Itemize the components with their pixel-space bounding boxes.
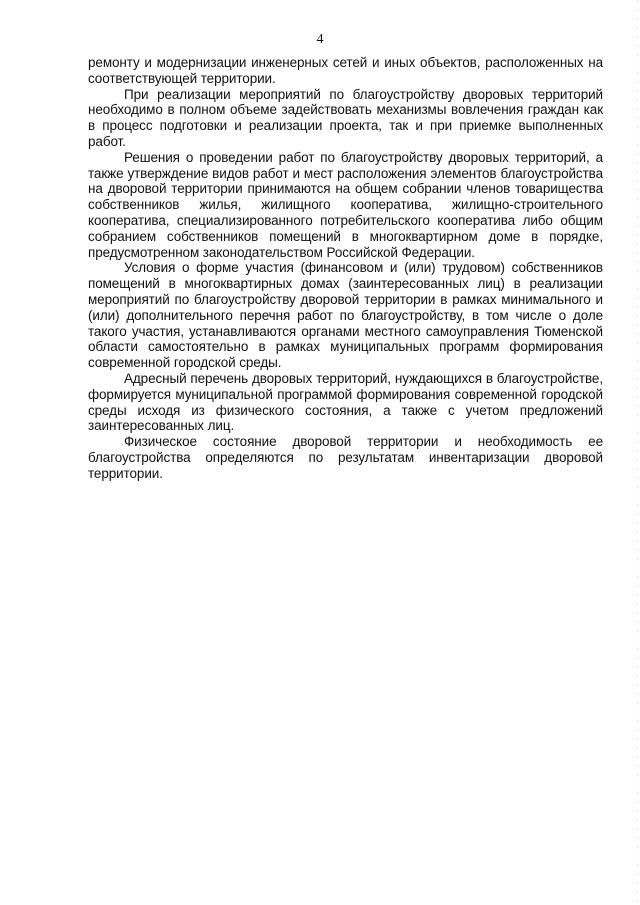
paragraph-participation-conditions: Условия о форме участия (финансовом и (или) трудовом) собственников помещений в многоквартирных домах (заинтересованных лиц) в реализации мероприятий по благоустройству дворовой территории в рамках минимального и (или) дополнительного перечня работ по благоустройству, в том числе о доле такого участия, устанавливаются органами местного самоуправления Тюменской области самостоятельно в рамках муниципальных программ формирования современной городской среды. [88, 260, 603, 371]
paragraph-citizen-involvement: При реализации мероприятий по благоустройству дворовых территорий необходимо в полном объеме задействовать механизмы вовлечения граждан как в процесс подготовки и реализации проекта, так и при приемке выполненных работ. [88, 86, 603, 149]
paragraph-physical-condition: Физическое состояние дворовой территории и необходимость ее благоустройства определяются по результатам инвентаризации дворовой территории. [88, 434, 603, 481]
scan-edge-artifact [637, 0, 638, 905]
page-number: 4 [316, 32, 324, 47]
paragraph-decisions: Решения о проведении работ по благоустройству дворовых территорий, а также утверждение видов работ и мест расположения элементов благоустройства на дворовой территории принимаются на общем собрании членов товарищества собственников жилья, жилищного кооператива, жилищно-строительного кооператива, специализированного потребительского кооператива либо общим собранием собственников помещений в многоквартирном доме в порядке, предусмотренном законодательством Российской Федерации. [88, 149, 603, 260]
paragraph-address-list: Адресный перечень дворовых территорий, нуждающихся в благоустройстве, формируется муниципальной программой формирования современной городской среды исходя из физического состояния, а также с учетом предложений заинтересованных лиц. [88, 370, 603, 434]
paragraph-continuation: ремонту и модернизации инженерных сетей и иных объектов, расположенных на соответствующей территории. [88, 55, 603, 86]
body-text [88, 55, 603, 482]
